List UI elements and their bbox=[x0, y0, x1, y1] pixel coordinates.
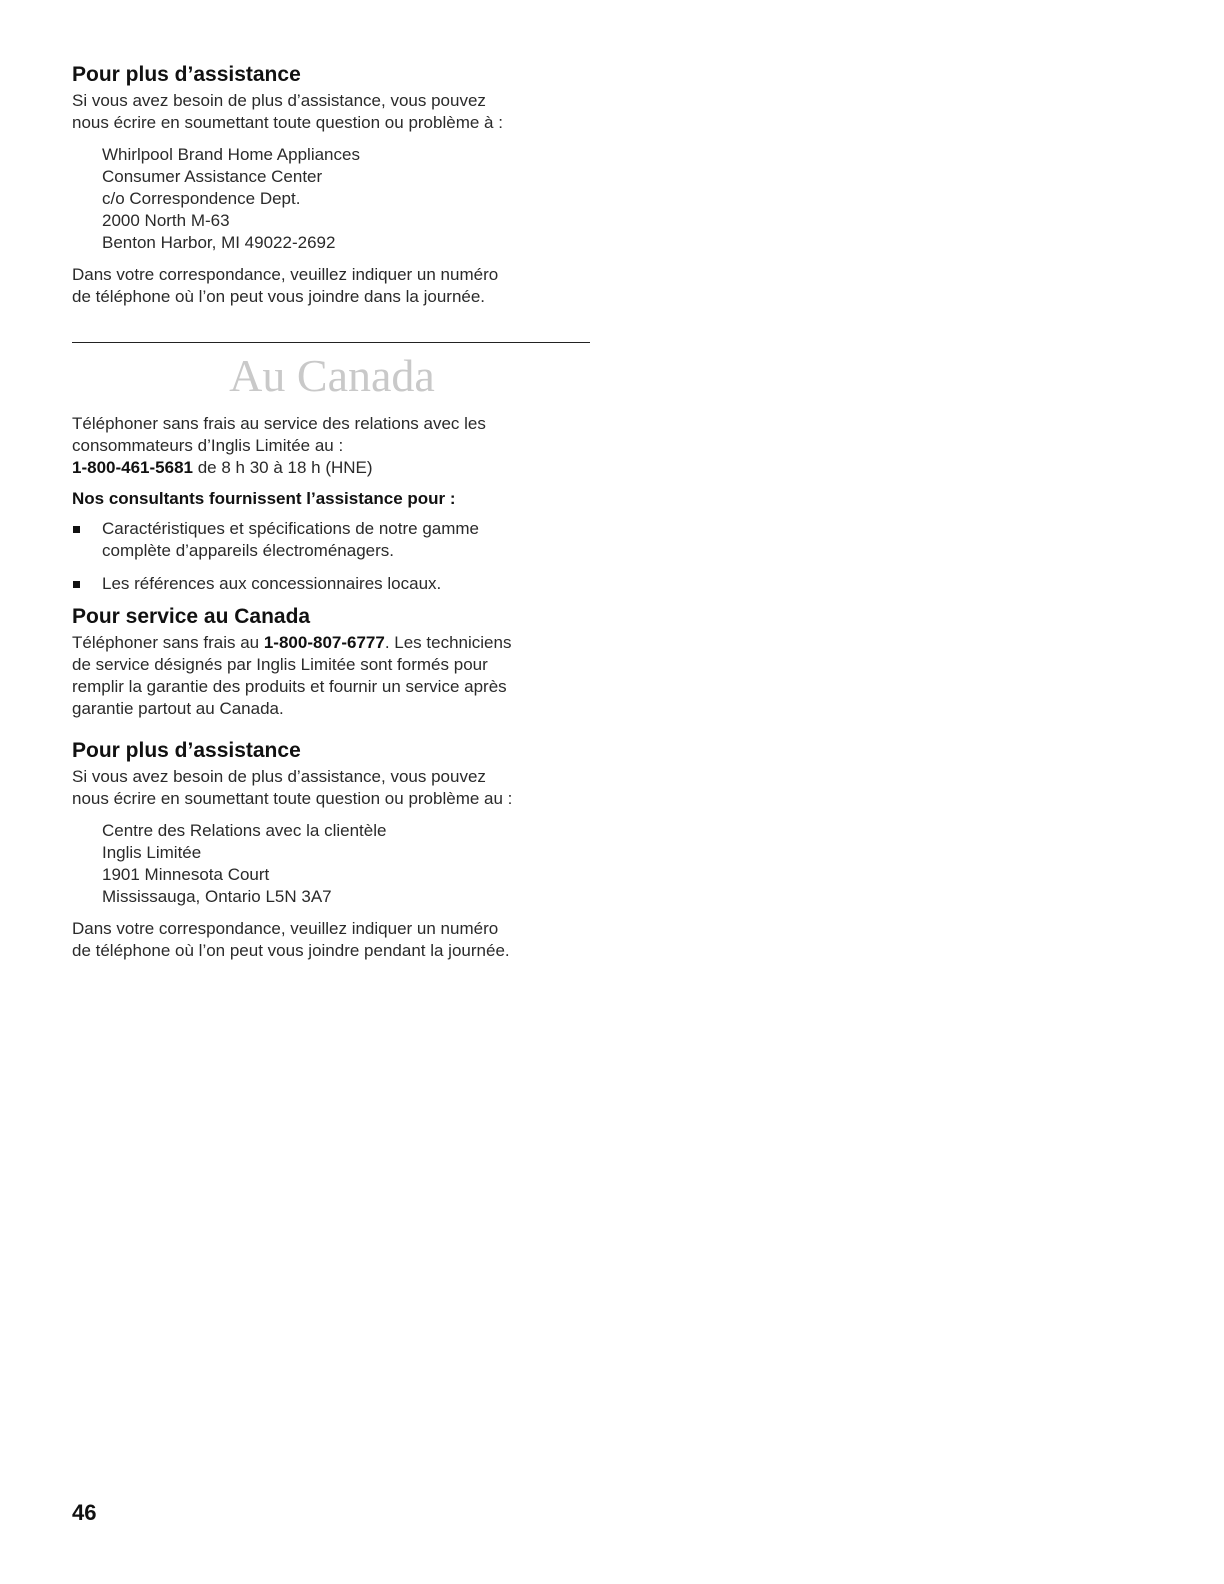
list-item-text: Caractéristiques et spécifications de notre gamme bbox=[102, 519, 480, 538]
page-content bbox=[72, 62, 592, 962]
mailing-address-canada bbox=[102, 820, 592, 908]
section-heading-assistance-canada: Pour plus d’assistance bbox=[72, 739, 301, 762]
list-item bbox=[72, 518, 592, 562]
square-bullet-icon bbox=[73, 526, 80, 533]
phone-number-consumer: 1-800-461-5681 bbox=[72, 458, 193, 477]
service-line: . Les techniciens bbox=[384, 633, 512, 652]
service-line: Téléphoner sans frais au bbox=[72, 633, 264, 652]
list-item-text: complète d’appareils électroménagers. bbox=[102, 541, 394, 560]
service-line: garantie partout au Canada. bbox=[72, 699, 284, 718]
assistance-intro-canada bbox=[72, 766, 592, 810]
address-line: 2000 North M-63 bbox=[102, 211, 230, 230]
section-heading-service: Pour service au Canada bbox=[72, 605, 311, 628]
phone-number-service: 1-800-807-6777 bbox=[263, 633, 385, 652]
closing-line: de téléphone où l’on peut vous joindre dans la journée. bbox=[72, 287, 486, 306]
intro-line: nous écrire en soumettant toute question ou problème au : bbox=[72, 789, 513, 808]
hours-text: de 8 h 30 à 18 h (HNE) bbox=[192, 458, 373, 477]
closing-line: Dans votre correspondance, veuillez indiquer un numéro bbox=[72, 919, 499, 938]
address-line: Consumer Assistance Center bbox=[102, 167, 323, 186]
address-line: Whirlpool Brand Home Appliances bbox=[102, 145, 360, 164]
section-heading-assistance: Pour plus d’assistance bbox=[72, 63, 301, 86]
address-line: Centre des Relations avec la clientèle bbox=[102, 821, 387, 840]
region-title-canada: Au Canada bbox=[229, 350, 435, 401]
square-bullet-icon bbox=[73, 581, 80, 588]
intro-line: consommateurs d’Inglis Limitée au : bbox=[72, 436, 344, 455]
address-line: 1901 Minnesota Court bbox=[102, 865, 270, 884]
address-line: Inglis Limitée bbox=[102, 843, 202, 862]
assistance-intro bbox=[72, 90, 592, 134]
intro-line: Téléphoner sans frais au service des relations avec les bbox=[72, 414, 486, 433]
list-item bbox=[72, 573, 592, 595]
consultants-heading: Nos consultants fournissent l’assistance pour : bbox=[72, 489, 456, 508]
consultants-list bbox=[72, 518, 592, 595]
assistance-closing bbox=[72, 264, 592, 308]
service-line: de service désignés par Inglis Limitée sont formés pour bbox=[72, 655, 488, 674]
address-line: c/o Correspondence Dept. bbox=[102, 189, 301, 208]
service-text bbox=[72, 632, 592, 720]
closing-line: Dans votre correspondance, veuillez indiquer un numéro bbox=[72, 265, 499, 284]
address-line: Benton Harbor, MI 49022-2692 bbox=[102, 233, 336, 252]
intro-line: Si vous avez besoin de plus d’assistance, vous pouvez bbox=[72, 767, 486, 786]
page-number: 46 bbox=[72, 1500, 97, 1525]
list-item-text: Les références aux concessionnaires locaux. bbox=[102, 574, 442, 593]
address-line: Mississauga, Ontario L5N 3A7 bbox=[102, 887, 332, 906]
mailing-address-usa bbox=[102, 144, 592, 254]
service-line: remplir la garantie des produits et fournir un service après bbox=[72, 677, 507, 696]
closing-line: de téléphone où l’on peut vous joindre pendant la journée. bbox=[72, 941, 510, 960]
intro-line: nous écrire en soumettant toute question ou problème à : bbox=[72, 113, 503, 132]
assistance-closing-canada bbox=[72, 918, 592, 962]
section-divider bbox=[72, 342, 590, 343]
canada-intro bbox=[72, 413, 592, 479]
intro-line: Si vous avez besoin de plus d’assistance, vous pouvez bbox=[72, 91, 486, 110]
